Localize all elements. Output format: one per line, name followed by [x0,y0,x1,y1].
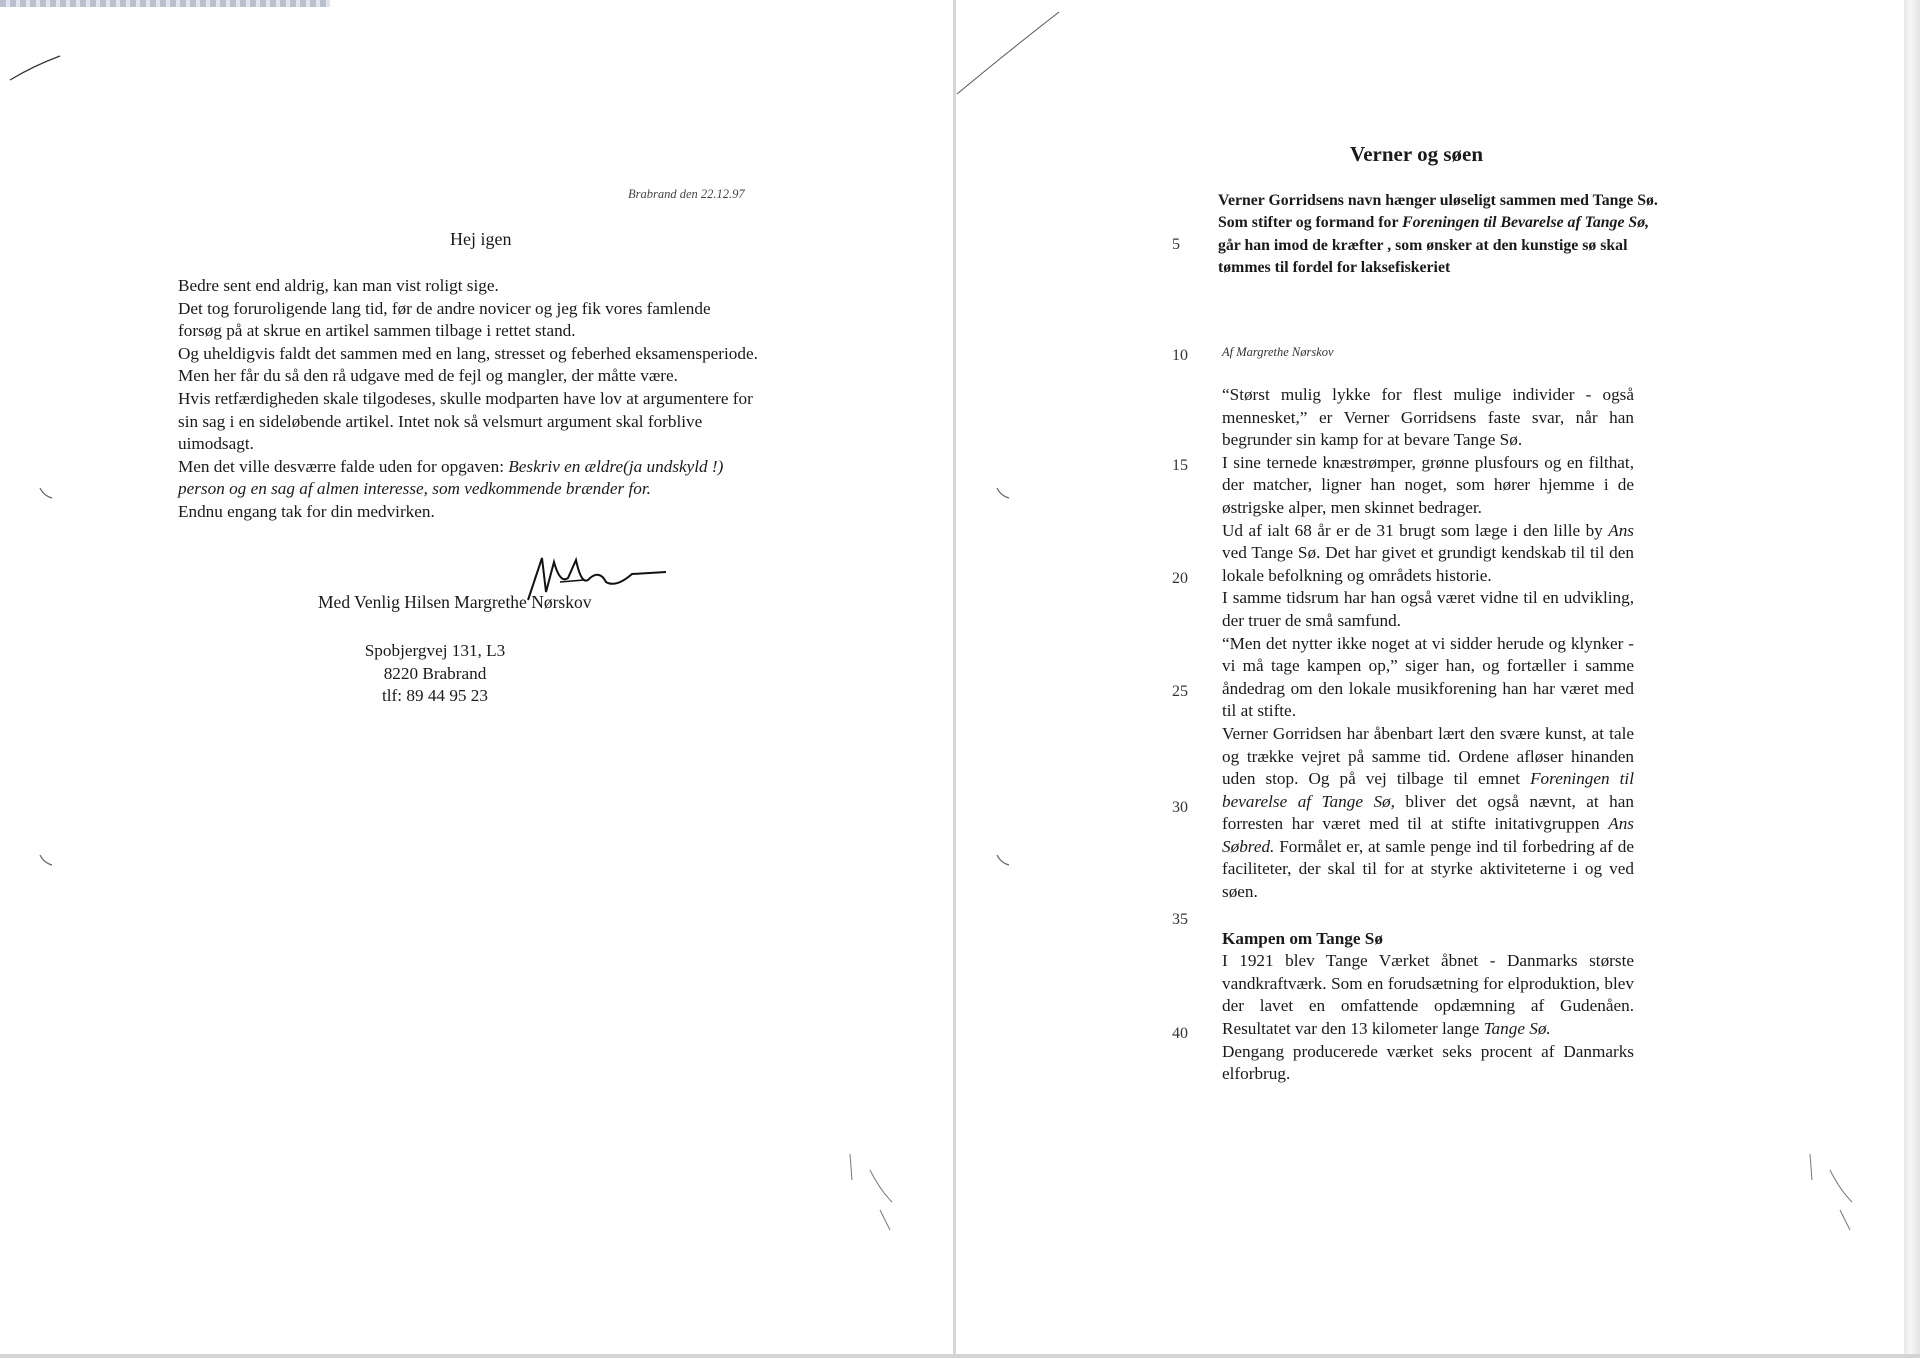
scan-speck-icon [840,1150,900,1240]
article-paragraph: “Men det nytter ikke noget at vi sidder herude og klynker - vi må tage kampen op,” siger han, og fortæller i samme åndedrag om den lokale musikforening han har været med til at stifte. [1222,633,1634,721]
line-number: 40 [1172,1025,1188,1042]
assignment-text: Beskriv en ældre(ja undskyld !) person og en sag af almen interesse, som vedkommende brænder for. [178,456,724,499]
page-edge [1904,0,1920,1358]
paragraph-text: Verner Gorridsen har åbenbart lært den svære kunst, at tale og trække vejret på samme tid. Ordene afløser hinanden uden stop. Og på vej tilbage til emnet [1222,723,1634,789]
article-paragraph: “Størst mulig lykke for flest mulige individer - også mennesket,” er Verner Gorridsens faste svar, når han begrunder sin kamp for at bevare Tange Sø. [1222,385,1634,450]
letter-body [178,275,758,524]
line-number: 10 [1172,347,1188,364]
page-gutter [953,0,956,1358]
place-name: Tange Sø. [1483,1019,1551,1039]
lead-text: går han imod de kræfter , som ønsker at den kunstige sø skal tømmes til fordel for laksefiskeriet [1218,236,1628,276]
letter-paragraph: Bedre sent end aldrig, kan man vist roligt sige. [178,276,499,295]
article-byline: Af Margrethe Nørskov [1222,345,1334,359]
paragraph-text: Formålet er, at samle penge ind til forbedring af de faciliteter, der skal til for at styrke aktiviteterne i og ved søen. [1222,836,1634,902]
letter-paragraph: Hvis retfærdigheden skale tilgodeses, skulle modparten have lov at argumentere for sin sag i en sideløbende artikel. Intet nok så velsmurt argument skal forblive uimodsagt. [178,388,753,454]
letter-assignment [178,456,758,501]
line-number: 15 [1172,457,1188,474]
lead-italic: Foreningen til Bevarelse af Tange Sø, [1402,214,1650,232]
article-title: Verner og søen [1350,142,1483,166]
letter-paragraph: Og uheldigvis faldt det sammen med en lang, stresset og feberhed eksamensperiode. [178,343,758,363]
letter-thanks: Endnu engang tak for din medvirken. [178,501,435,521]
article-paragraph: I samme tidsrum har han også været vidne til en udvikling, der truer de små samfund. [1222,588,1634,630]
letter-closing: Med Venlig Hilsen Margrethe Nørskov [318,592,592,612]
letter-paragraph: Det tog foruroligende lang tid, før de andre novicer og jeg fik vores famlende forsøg på at skrue en artikel sammen tilbage i rettet stand. [178,298,711,341]
article-paragraph [1222,723,1634,904]
place-name: Ans [1608,520,1634,540]
scan-artifact [0,0,330,7]
lead-text: Verner Gorridsens navn hænger uløseligt sammen med Tange Sø. Som stifter og formand for [1218,192,1658,232]
punch-mark-icon [38,486,54,502]
paragraph-text: bliver det også nævnt, at han forresten har været med til at stifte initativgruppen [1222,791,1634,834]
line-number: 20 [1172,570,1188,587]
assignment-lead: Men det ville desværre falde uden for opgaven: [178,456,509,476]
article-lead [1218,190,1663,279]
paragraph-text: I 1921 blev Tange Værket åbnet - Danmarks største vandkraftværk. Som en forudsætning for elproduktion, blev der lavet en omfattende opdæmning af Gudenåen. Resultatet var den 13 kilometer lange [1222,951,1634,1039]
line-number: 30 [1172,799,1188,816]
punch-mark-icon [995,853,1011,869]
paragraph-text: ved Tange Sø. Det har givet et grundigt kendskab til til den lokale befolkning og områdets historie. [1222,543,1634,585]
letter-paragraph: Men her får du så den rå udgave med de fejl og mangler, der måtte være. [178,366,678,386]
punch-mark-icon [38,853,54,869]
letter-date: Brabrand den 22.12.97 [628,187,745,201]
letter-greeting: Hej igen [450,229,512,249]
article-paragraph [1222,950,1634,1040]
pen-mark-icon [955,8,1065,98]
article-paragraph: Dengang producerede værket seks procent af Danmarks elforbrug. [1222,1041,1634,1084]
article-paragraph [1222,520,1634,588]
line-number: 35 [1172,911,1188,928]
address-line: tlf: 89 44 95 23 [382,686,488,706]
paragraph-text: Ud af ialt 68 år er de 31 brugt som læge i den lille by [1222,520,1609,540]
article-subheading: Kampen om Tange Sø [1222,928,1383,948]
address-line: 8220 Brabrand [383,663,487,683]
article-body [1222,384,1634,1086]
scan-bottom-edge [0,1354,1920,1358]
line-number: 25 [1172,683,1188,700]
sender-address [330,640,540,708]
scan-speck-icon [1800,1150,1860,1240]
organisation-name: Foreningen til bevarelse af Tange Sø, [1222,769,1634,811]
organisation-name: Ans Søbred. [1222,814,1634,856]
line-number: 5 [1172,236,1180,253]
address-line: Spobjergvej 131, L3 [364,641,506,660]
article-paragraph: I sine ternede knæstrømper, grønne plusfours og en filthat, der matcher, ligner han noget, som hører hjemme i de østrigske alper, men skinnet bedrager. [1222,452,1634,517]
punch-mark-icon [995,486,1011,502]
pen-mark-icon [8,48,68,88]
